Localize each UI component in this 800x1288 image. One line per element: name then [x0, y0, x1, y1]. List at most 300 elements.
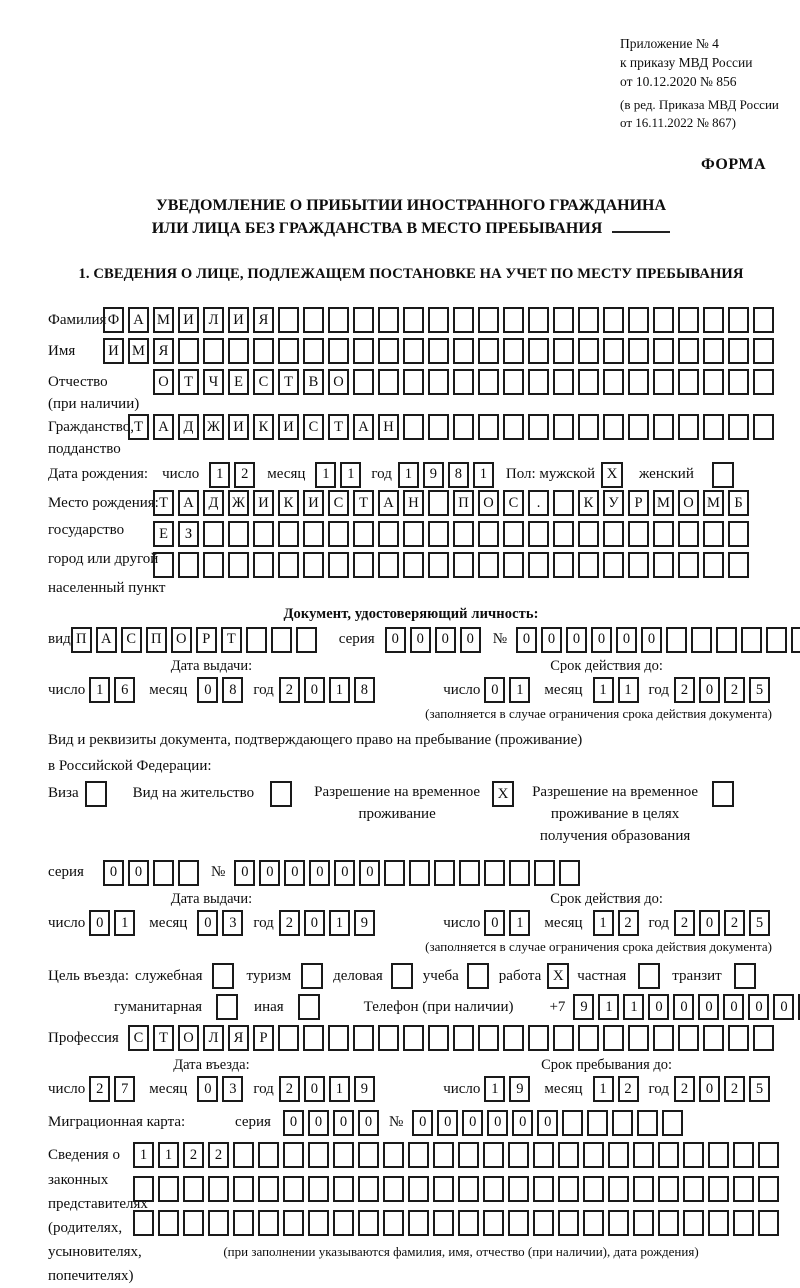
- char-cell[interactable]: О: [678, 490, 699, 516]
- char-cell[interactable]: [383, 1176, 404, 1202]
- char-cell[interactable]: 0: [283, 1110, 304, 1136]
- char-cell[interactable]: Л: [203, 307, 224, 333]
- char-cell[interactable]: [658, 1210, 679, 1236]
- char-cell[interactable]: [628, 1025, 649, 1051]
- char-cell[interactable]: Д: [178, 414, 199, 440]
- char-cell[interactable]: И: [303, 490, 324, 516]
- char-cell[interactable]: С: [328, 490, 349, 516]
- char-cell[interactable]: [503, 414, 524, 440]
- char-cell[interactable]: [637, 1110, 658, 1136]
- char-cell[interactable]: 9: [354, 1076, 375, 1102]
- char-cell[interactable]: 0: [197, 677, 218, 703]
- char-cell[interactable]: [228, 338, 249, 364]
- char-cell[interactable]: [484, 860, 505, 886]
- char-cell[interactable]: Н: [403, 490, 424, 516]
- char-cell[interactable]: О: [328, 369, 349, 395]
- char-cell[interactable]: [708, 1142, 729, 1168]
- char-cell[interactable]: [483, 1210, 504, 1236]
- char-cell[interactable]: [578, 414, 599, 440]
- char-cell[interactable]: Р: [628, 490, 649, 516]
- char-cell[interactable]: [433, 1176, 454, 1202]
- char-cell[interactable]: 2: [183, 1142, 204, 1168]
- char-cell[interactable]: 2: [618, 910, 639, 936]
- char-cell[interactable]: [528, 369, 549, 395]
- char-cell[interactable]: 0: [698, 994, 719, 1020]
- char-cell[interactable]: [178, 552, 199, 578]
- char-cell[interactable]: [178, 338, 199, 364]
- char-cell[interactable]: [662, 1110, 683, 1136]
- char-cell[interactable]: [158, 1210, 179, 1236]
- char-cell[interactable]: П: [453, 490, 474, 516]
- char-cell[interactable]: [653, 414, 674, 440]
- char-cell[interactable]: [278, 307, 299, 333]
- char-cell[interactable]: [503, 369, 524, 395]
- purpose-official-checkbox[interactable]: [212, 963, 234, 989]
- char-cell[interactable]: [353, 338, 374, 364]
- char-cell[interactable]: [428, 414, 449, 440]
- char-cell[interactable]: [728, 521, 749, 547]
- char-cell[interactable]: [408, 1142, 429, 1168]
- char-cell[interactable]: [658, 1142, 679, 1168]
- char-cell[interactable]: 1: [593, 677, 614, 703]
- purpose-transit-checkbox[interactable]: [734, 963, 756, 989]
- char-cell[interactable]: [403, 338, 424, 364]
- char-cell[interactable]: [208, 1176, 229, 1202]
- char-cell[interactable]: 9: [573, 994, 594, 1020]
- char-cell[interactable]: [728, 414, 749, 440]
- char-cell[interactable]: 1: [473, 462, 494, 488]
- char-cell[interactable]: Т: [328, 414, 349, 440]
- char-cell[interactable]: О: [171, 627, 192, 653]
- char-cell[interactable]: [587, 1110, 608, 1136]
- char-cell[interactable]: 0: [259, 860, 280, 886]
- char-cell[interactable]: 1: [398, 462, 419, 488]
- char-cell[interactable]: [383, 1142, 404, 1168]
- char-cell[interactable]: 5: [749, 1076, 770, 1102]
- char-cell[interactable]: [158, 1176, 179, 1202]
- char-cell[interactable]: [728, 1025, 749, 1051]
- char-cell[interactable]: Е: [153, 521, 174, 547]
- char-cell[interactable]: [503, 552, 524, 578]
- char-cell[interactable]: [133, 1176, 154, 1202]
- char-cell[interactable]: 0: [541, 627, 562, 653]
- char-cell[interactable]: [253, 552, 274, 578]
- char-cell[interactable]: [553, 369, 574, 395]
- char-cell[interactable]: [483, 1142, 504, 1168]
- char-cell[interactable]: И: [228, 414, 249, 440]
- char-cell[interactable]: [433, 1210, 454, 1236]
- char-cell[interactable]: [683, 1176, 704, 1202]
- purpose-other-checkbox[interactable]: [298, 994, 320, 1020]
- char-cell[interactable]: 0: [699, 1076, 720, 1102]
- char-cell[interactable]: [278, 1025, 299, 1051]
- char-cell[interactable]: Е: [228, 369, 249, 395]
- char-cell[interactable]: 0: [616, 627, 637, 653]
- char-cell[interactable]: [653, 369, 674, 395]
- char-cell[interactable]: [353, 521, 374, 547]
- char-cell[interactable]: [753, 307, 774, 333]
- char-cell[interactable]: Ч: [203, 369, 224, 395]
- char-cell[interactable]: 1: [329, 910, 350, 936]
- female-checkbox[interactable]: [712, 462, 734, 488]
- char-cell[interactable]: А: [353, 414, 374, 440]
- char-cell[interactable]: [553, 414, 574, 440]
- char-cell[interactable]: [653, 307, 674, 333]
- char-cell[interactable]: [678, 338, 699, 364]
- char-cell[interactable]: [378, 552, 399, 578]
- char-cell[interactable]: 1: [593, 1076, 614, 1102]
- char-cell[interactable]: [233, 1176, 254, 1202]
- char-cell[interactable]: [633, 1210, 654, 1236]
- char-cell[interactable]: [453, 1025, 474, 1051]
- char-cell[interactable]: В: [303, 369, 324, 395]
- char-cell[interactable]: 1: [158, 1142, 179, 1168]
- char-cell[interactable]: [328, 521, 349, 547]
- char-cell[interactable]: К: [253, 414, 274, 440]
- char-cell[interactable]: [208, 1210, 229, 1236]
- char-cell[interactable]: [558, 1210, 579, 1236]
- char-cell[interactable]: [508, 1176, 529, 1202]
- char-cell[interactable]: [328, 1025, 349, 1051]
- char-cell[interactable]: 0: [641, 627, 662, 653]
- char-cell[interactable]: [303, 1025, 324, 1051]
- char-cell[interactable]: [303, 521, 324, 547]
- char-cell[interactable]: [578, 307, 599, 333]
- char-cell[interactable]: 1: [509, 677, 530, 703]
- char-cell[interactable]: [453, 552, 474, 578]
- char-cell[interactable]: [358, 1176, 379, 1202]
- char-cell[interactable]: А: [153, 414, 174, 440]
- char-cell[interactable]: Н: [378, 414, 399, 440]
- char-cell[interactable]: 8: [222, 677, 243, 703]
- char-cell[interactable]: [559, 860, 580, 886]
- char-cell[interactable]: 2: [724, 1076, 745, 1102]
- char-cell[interactable]: 2: [674, 677, 695, 703]
- char-cell[interactable]: 0: [333, 1110, 354, 1136]
- char-cell[interactable]: [691, 627, 712, 653]
- purpose-humanitarian-checkbox[interactable]: [216, 994, 238, 1020]
- char-cell[interactable]: [508, 1142, 529, 1168]
- char-cell[interactable]: [528, 414, 549, 440]
- char-cell[interactable]: 0: [748, 994, 769, 1020]
- char-cell[interactable]: 0: [304, 677, 325, 703]
- char-cell[interactable]: [766, 627, 787, 653]
- char-cell[interactable]: [528, 307, 549, 333]
- char-cell[interactable]: 0: [197, 910, 218, 936]
- char-cell[interactable]: З: [178, 521, 199, 547]
- char-cell[interactable]: Ж: [203, 414, 224, 440]
- char-cell[interactable]: 0: [460, 627, 481, 653]
- char-cell[interactable]: [403, 521, 424, 547]
- char-cell[interactable]: [753, 369, 774, 395]
- char-cell[interactable]: [503, 1025, 524, 1051]
- char-cell[interactable]: 2: [724, 677, 745, 703]
- char-cell[interactable]: [428, 1025, 449, 1051]
- char-cell[interactable]: Т: [178, 369, 199, 395]
- char-cell[interactable]: [228, 521, 249, 547]
- char-cell[interactable]: 2: [89, 1076, 110, 1102]
- char-cell[interactable]: [403, 369, 424, 395]
- char-cell[interactable]: [271, 627, 292, 653]
- char-cell[interactable]: [608, 1142, 629, 1168]
- char-cell[interactable]: 2: [234, 462, 255, 488]
- char-cell[interactable]: [478, 369, 499, 395]
- char-cell[interactable]: 0: [309, 860, 330, 886]
- char-cell[interactable]: 0: [487, 1110, 508, 1136]
- char-cell[interactable]: 1: [329, 1076, 350, 1102]
- char-cell[interactable]: О: [153, 369, 174, 395]
- char-cell[interactable]: 7: [114, 1076, 135, 1102]
- char-cell[interactable]: [728, 307, 749, 333]
- char-cell[interactable]: 5: [749, 910, 770, 936]
- char-cell[interactable]: 9: [509, 1076, 530, 1102]
- char-cell[interactable]: [553, 490, 574, 516]
- char-cell[interactable]: [753, 1025, 774, 1051]
- char-cell[interactable]: [353, 307, 374, 333]
- char-cell[interactable]: [553, 307, 574, 333]
- char-cell[interactable]: 0: [385, 627, 406, 653]
- char-cell[interactable]: [203, 338, 224, 364]
- char-cell[interactable]: [434, 860, 455, 886]
- char-cell[interactable]: [653, 338, 674, 364]
- char-cell[interactable]: .: [528, 490, 549, 516]
- char-cell[interactable]: [308, 1176, 329, 1202]
- char-cell[interactable]: 0: [197, 1076, 218, 1102]
- purpose-private-checkbox[interactable]: [638, 963, 660, 989]
- char-cell[interactable]: [478, 338, 499, 364]
- char-cell[interactable]: [384, 860, 405, 886]
- char-cell[interactable]: [253, 338, 274, 364]
- char-cell[interactable]: [183, 1176, 204, 1202]
- char-cell[interactable]: Я: [228, 1025, 249, 1051]
- residence-permit-checkbox[interactable]: [270, 781, 292, 807]
- char-cell[interactable]: А: [96, 627, 117, 653]
- char-cell[interactable]: [578, 1025, 599, 1051]
- char-cell[interactable]: [653, 521, 674, 547]
- char-cell[interactable]: [612, 1110, 633, 1136]
- char-cell[interactable]: Я: [253, 307, 274, 333]
- char-cell[interactable]: [458, 1142, 479, 1168]
- char-cell[interactable]: [258, 1210, 279, 1236]
- char-cell[interactable]: [628, 552, 649, 578]
- char-cell[interactable]: [553, 1025, 574, 1051]
- char-cell[interactable]: 2: [724, 910, 745, 936]
- char-cell[interactable]: Ж: [228, 490, 249, 516]
- char-cell[interactable]: [433, 1142, 454, 1168]
- purpose-tourism-checkbox[interactable]: [301, 963, 323, 989]
- char-cell[interactable]: У: [603, 490, 624, 516]
- char-cell[interactable]: [403, 307, 424, 333]
- char-cell[interactable]: 0: [512, 1110, 533, 1136]
- char-cell[interactable]: И: [103, 338, 124, 364]
- char-cell[interactable]: [378, 307, 399, 333]
- char-cell[interactable]: [758, 1210, 779, 1236]
- char-cell[interactable]: 0: [673, 994, 694, 1020]
- char-cell[interactable]: Я: [153, 338, 174, 364]
- male-checkbox[interactable]: X: [601, 462, 623, 488]
- char-cell[interactable]: [233, 1210, 254, 1236]
- char-cell[interactable]: 3: [222, 910, 243, 936]
- char-cell[interactable]: И: [178, 307, 199, 333]
- char-cell[interactable]: 5: [749, 677, 770, 703]
- char-cell[interactable]: [403, 1025, 424, 1051]
- char-cell[interactable]: [153, 860, 174, 886]
- char-cell[interactable]: 0: [334, 860, 355, 886]
- char-cell[interactable]: [703, 1025, 724, 1051]
- char-cell[interactable]: [378, 338, 399, 364]
- char-cell[interactable]: Т: [153, 490, 174, 516]
- char-cell[interactable]: [378, 369, 399, 395]
- char-cell[interactable]: 6: [114, 677, 135, 703]
- char-cell[interactable]: [478, 1025, 499, 1051]
- char-cell[interactable]: [478, 414, 499, 440]
- char-cell[interactable]: И: [278, 414, 299, 440]
- char-cell[interactable]: 0: [516, 627, 537, 653]
- char-cell[interactable]: [508, 1210, 529, 1236]
- char-cell[interactable]: [533, 1142, 554, 1168]
- char-cell[interactable]: М: [703, 490, 724, 516]
- char-cell[interactable]: 2: [674, 910, 695, 936]
- char-cell[interactable]: [253, 521, 274, 547]
- char-cell[interactable]: П: [71, 627, 92, 653]
- char-cell[interactable]: 2: [674, 1076, 695, 1102]
- char-cell[interactable]: 0: [648, 994, 669, 1020]
- char-cell[interactable]: [683, 1210, 704, 1236]
- char-cell[interactable]: [528, 1025, 549, 1051]
- char-cell[interactable]: [453, 521, 474, 547]
- char-cell[interactable]: 1: [209, 462, 230, 488]
- char-cell[interactable]: [358, 1210, 379, 1236]
- char-cell[interactable]: [716, 627, 737, 653]
- char-cell[interactable]: 2: [618, 1076, 639, 1102]
- char-cell[interactable]: Б: [728, 490, 749, 516]
- purpose-work-checkbox[interactable]: X: [547, 963, 569, 989]
- char-cell[interactable]: [603, 552, 624, 578]
- char-cell[interactable]: [459, 860, 480, 886]
- char-cell[interactable]: 0: [284, 860, 305, 886]
- char-cell[interactable]: 1: [598, 994, 619, 1020]
- char-cell[interactable]: [383, 1210, 404, 1236]
- char-cell[interactable]: [428, 552, 449, 578]
- char-cell[interactable]: [428, 490, 449, 516]
- char-cell[interactable]: [583, 1210, 604, 1236]
- char-cell[interactable]: [558, 1176, 579, 1202]
- char-cell[interactable]: [628, 414, 649, 440]
- char-cell[interactable]: [403, 414, 424, 440]
- char-cell[interactable]: [428, 521, 449, 547]
- char-cell[interactable]: [308, 1210, 329, 1236]
- char-cell[interactable]: [741, 627, 762, 653]
- char-cell[interactable]: 8: [448, 462, 469, 488]
- char-cell[interactable]: 1: [618, 677, 639, 703]
- char-cell[interactable]: [503, 307, 524, 333]
- char-cell[interactable]: [578, 521, 599, 547]
- char-cell[interactable]: [608, 1176, 629, 1202]
- char-cell[interactable]: [753, 414, 774, 440]
- char-cell[interactable]: [278, 338, 299, 364]
- char-cell[interactable]: [603, 369, 624, 395]
- char-cell[interactable]: [658, 1176, 679, 1202]
- char-cell[interactable]: 0: [484, 677, 505, 703]
- char-cell[interactable]: [353, 1025, 374, 1051]
- char-cell[interactable]: [733, 1176, 754, 1202]
- char-cell[interactable]: Р: [196, 627, 217, 653]
- char-cell[interactable]: М: [128, 338, 149, 364]
- char-cell[interactable]: [728, 552, 749, 578]
- char-cell[interactable]: [603, 307, 624, 333]
- char-cell[interactable]: [228, 552, 249, 578]
- char-cell[interactable]: [708, 1210, 729, 1236]
- char-cell[interactable]: Л: [203, 1025, 224, 1051]
- char-cell[interactable]: [678, 521, 699, 547]
- char-cell[interactable]: [233, 1142, 254, 1168]
- char-cell[interactable]: [603, 414, 624, 440]
- char-cell[interactable]: 0: [308, 1110, 329, 1136]
- char-cell[interactable]: [296, 627, 317, 653]
- char-cell[interactable]: 3: [222, 1076, 243, 1102]
- char-cell[interactable]: [703, 338, 724, 364]
- char-cell[interactable]: [703, 521, 724, 547]
- char-cell[interactable]: 1: [114, 910, 135, 936]
- char-cell[interactable]: А: [378, 490, 399, 516]
- char-cell[interactable]: [408, 1176, 429, 1202]
- char-cell[interactable]: 0: [234, 860, 255, 886]
- char-cell[interactable]: 0: [566, 627, 587, 653]
- char-cell[interactable]: 0: [358, 1110, 379, 1136]
- char-cell[interactable]: [583, 1142, 604, 1168]
- char-cell[interactable]: [203, 521, 224, 547]
- char-cell[interactable]: [528, 552, 549, 578]
- char-cell[interactable]: [378, 1025, 399, 1051]
- char-cell[interactable]: 0: [435, 627, 456, 653]
- char-cell[interactable]: [683, 1142, 704, 1168]
- char-cell[interactable]: [534, 860, 555, 886]
- char-cell[interactable]: [578, 369, 599, 395]
- char-cell[interactable]: 0: [773, 994, 794, 1020]
- char-cell[interactable]: [553, 338, 574, 364]
- char-cell[interactable]: 9: [423, 462, 444, 488]
- char-cell[interactable]: Д: [203, 490, 224, 516]
- char-cell[interactable]: [333, 1210, 354, 1236]
- char-cell[interactable]: [678, 307, 699, 333]
- char-cell[interactable]: 0: [437, 1110, 458, 1136]
- char-cell[interactable]: [328, 307, 349, 333]
- char-cell[interactable]: [703, 369, 724, 395]
- char-cell[interactable]: [533, 1210, 554, 1236]
- char-cell[interactable]: [733, 1210, 754, 1236]
- char-cell[interactable]: 1: [315, 462, 336, 488]
- char-cell[interactable]: 2: [208, 1142, 229, 1168]
- char-cell[interactable]: [458, 1176, 479, 1202]
- char-cell[interactable]: Т: [128, 414, 149, 440]
- char-cell[interactable]: 9: [354, 910, 375, 936]
- char-cell[interactable]: [246, 627, 267, 653]
- char-cell[interactable]: [478, 307, 499, 333]
- char-cell[interactable]: [453, 307, 474, 333]
- char-cell[interactable]: [453, 338, 474, 364]
- char-cell[interactable]: И: [253, 490, 274, 516]
- char-cell[interactable]: 1: [329, 677, 350, 703]
- char-cell[interactable]: [553, 552, 574, 578]
- char-cell[interactable]: [478, 552, 499, 578]
- char-cell[interactable]: 1: [89, 677, 110, 703]
- char-cell[interactable]: С: [121, 627, 142, 653]
- char-cell[interactable]: 1: [509, 910, 530, 936]
- char-cell[interactable]: 2: [279, 677, 300, 703]
- char-cell[interactable]: [666, 627, 687, 653]
- char-cell[interactable]: Т: [278, 369, 299, 395]
- char-cell[interactable]: [728, 338, 749, 364]
